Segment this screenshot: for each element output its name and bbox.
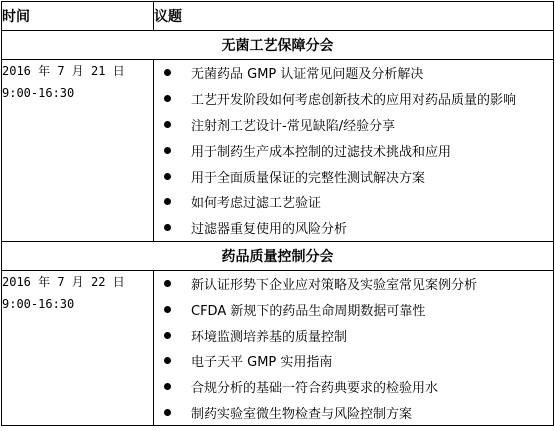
bullet-icon <box>164 95 171 102</box>
bullet-icon <box>164 224 171 231</box>
list-item <box>154 322 553 348</box>
list-item <box>154 374 553 400</box>
list-item <box>154 86 553 112</box>
topic-text: 如何考虑过滤工艺验证 <box>191 196 322 212</box>
list-item <box>154 400 553 426</box>
bullet-icon <box>164 147 171 154</box>
bullet-icon <box>164 173 171 180</box>
session-date: 2016 年 7 月 22 日 <box>2 274 125 289</box>
time-column-header: 时间 <box>2 2 154 31</box>
list-item <box>154 60 553 86</box>
section-title-row <box>2 241 554 270</box>
session-time-cell <box>2 270 154 426</box>
bullet-icon <box>164 121 171 128</box>
session-date: 2016 年 7 月 21 日 <box>2 64 125 78</box>
bullet-icon <box>164 198 171 205</box>
header-row <box>2 2 554 31</box>
list-item <box>154 296 553 322</box>
agenda-table <box>1 1 554 426</box>
topic-list <box>154 60 553 241</box>
topic-text: 用于制药生产成本控制的过滤技术挑战和应用 <box>191 144 452 160</box>
list-item <box>154 163 553 189</box>
topic-text: 过滤器重复使用的风险分析 <box>191 222 348 238</box>
list-item <box>154 348 553 374</box>
bullet-icon <box>164 383 171 390</box>
list-item <box>154 112 553 138</box>
section-body-row <box>2 60 554 242</box>
list-item <box>154 215 553 241</box>
bullet-icon <box>164 357 171 364</box>
topic-text: 电子天平 GMP 实用指南 <box>191 355 333 371</box>
topic-text: 环境监测培养基的质量控制 <box>191 329 348 345</box>
topic-list-cell <box>154 60 554 242</box>
bullet-icon <box>164 409 171 416</box>
topic-text: 用于全面质量保证的完整性测试解决方案 <box>191 170 426 186</box>
topic-list <box>154 271 553 426</box>
topic-text: 注射剂工艺设计-常见缺陷/经验分享 <box>191 118 396 134</box>
section-title-row <box>2 31 554 60</box>
topic-text: 新认证形势下企业应对策略及实验室常见案例分析 <box>191 277 478 293</box>
list-item <box>154 137 553 163</box>
session-hours: 9:00-16:30 <box>2 86 75 100</box>
topic-text: 制药实验室微生物检查与风险控制方案 <box>191 406 413 422</box>
topic-text: 合规分析的基础一符合药典要求的检验用水 <box>191 381 439 397</box>
topic-text: 工艺开发阶段如何考虑创新技术的应用对药品质量的影响 <box>191 93 517 109</box>
topic-list-cell <box>154 270 554 426</box>
session-time-cell <box>2 60 154 242</box>
bullet-icon <box>164 280 171 287</box>
bullet-icon <box>164 306 171 313</box>
list-item <box>154 189 553 215</box>
agenda-column-header: 议题 <box>154 2 554 31</box>
section-title: 无菌工艺保障分会 <box>2 31 554 60</box>
session-hours: 9:00-16:30 <box>2 296 75 311</box>
topic-text: 无菌药品 GMP 认证常见问题及分析解决 <box>191 67 424 83</box>
bullet-icon <box>164 69 171 76</box>
bullet-icon <box>164 332 171 339</box>
section-body-row <box>2 270 554 426</box>
topic-text: CFDA 新规下的药品生命周期数据可靠性 <box>191 303 426 319</box>
list-item <box>154 271 553 297</box>
section-title: 药品质量控制分会 <box>2 241 554 270</box>
